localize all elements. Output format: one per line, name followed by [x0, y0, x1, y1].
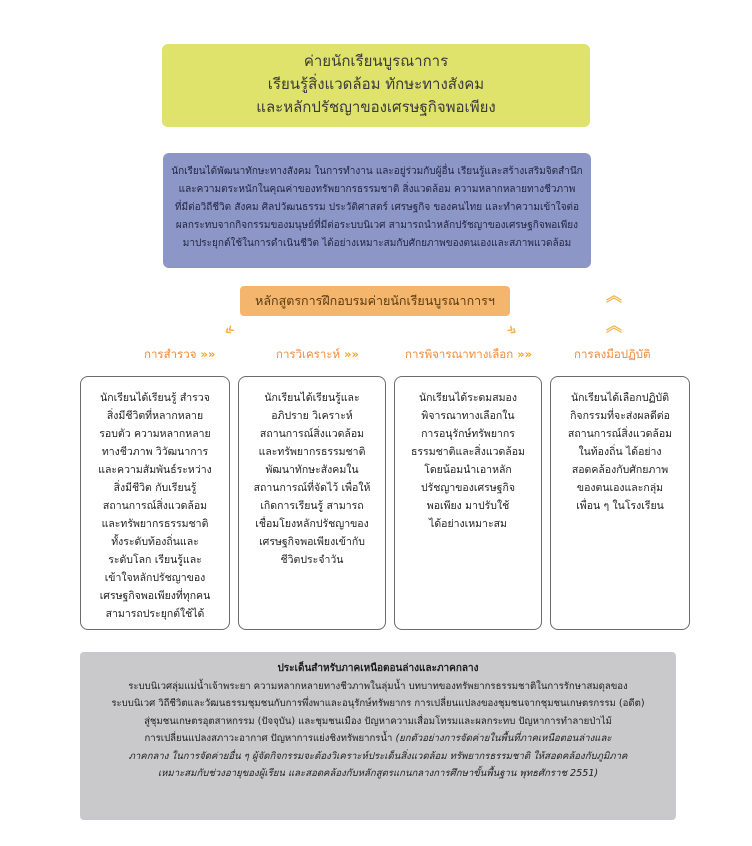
chevron-left-icon: «	[219, 318, 239, 341]
objective-line: ผลกระทบจากกิจกรรมของมนุษย์ที่มีต่อระบบนิเวศ สามารถนำหลักปรัชญาของเศรษฐกิจพอเพียง	[175, 220, 579, 231]
regional-issues-note: (ยกตัวอย่างการจัดค่ายในพื้นที่ภาคเหนือตอนล่างและ	[395, 733, 612, 744]
camp-title-line-3: และหลักปรัชญาของเศรษฐกิจพอเพียง	[256, 98, 496, 116]
chevron-right-icon: »»	[344, 347, 359, 361]
step-box-line: เกิดการเรียนรู้ สามารถ	[260, 500, 364, 512]
step-label-action	[574, 346, 651, 364]
step-box-line: นักเรียนได้เรียนรู้ สำรวจ	[100, 392, 210, 404]
regional-issues-note: ภาคกลาง ในการจัดค่ายอื่น ๆ ผู้จัดกิจกรรมจะต้องวิเคราะห์ประเด็นสิ่งแวดล้อม ทรัพยากรธรรมชาติ ให้สอดคล้องกับภูมิภาค	[128, 750, 628, 762]
step-label-text: การสำรวจ	[144, 347, 197, 361]
step-label-text: การลงมือปฏิบัติ	[574, 347, 651, 361]
step-box-alternatives	[394, 376, 542, 630]
step-box-line: และความสัมพันธ์ระหว่าง	[98, 464, 212, 476]
step-box-line: สิ่งมีชีวิตที่หลากหลาย	[106, 410, 204, 422]
regional-issues-line	[80, 730, 676, 748]
regional-issues-note: เหมาะสมกับช่วงอายุของผู้เรียน และสอดคล้องกับหลักสูตรแกนกลางการศึกษาขั้นพื้นฐาน พุทธศักราช 2551)	[157, 768, 599, 779]
step-box-line: สถานการณ์สิ่งแวดล้อม	[567, 428, 673, 440]
step-box-line: และทรัพยากรธรรมชาติ	[258, 446, 366, 458]
step-box-line: เศรษฐกิจพอเพียงที่ทุกคน	[99, 590, 211, 602]
step-box-line: สถานการณ์สิ่งแวดล้อม	[102, 500, 208, 512]
step-box-line: สามารถประยุกต์ใช้ได้	[105, 608, 205, 620]
regional-issues-box	[80, 652, 676, 820]
step-box-line: เข้าใจหลักปรัชญาของ	[104, 572, 206, 584]
step-box-line: พิจารณาทางเลือกใน	[421, 410, 515, 422]
chevron-up-icon: ︽	[606, 286, 623, 305]
step-box-line: เศรษฐกิจพอเพียงเข้ากับ	[259, 536, 365, 548]
step-box-line: ปรัชญาของเศรษฐกิจ	[420, 482, 515, 494]
objective-line: มาประยุกต์ใช้ในการดำเนินชีวิต ได้อย่างเหมาะสมกับศักยภาพของตนเองและสภาพแวดล้อม	[182, 238, 572, 249]
step-box-line: นักเรียนได้เลือกปฏิบัติ	[570, 392, 670, 404]
step-label-alternatives	[405, 346, 532, 364]
step-box-line: สอดคล้องกับศักยภาพ	[571, 464, 669, 476]
step-box-line: พัฒนาทักษะสังคมใน	[265, 464, 359, 476]
step-box-line: โดยน้อมนำเอาหลัก	[424, 464, 512, 476]
step-label-text: การวิเคราะห์	[276, 347, 341, 361]
step-label-text: การพิจารณาทางเลือก	[405, 347, 514, 361]
chevron-right-icon: »»	[200, 347, 216, 361]
objective-box	[163, 153, 591, 268]
step-box-line: ในท้องถิ่น ได้อย่าง	[578, 446, 662, 458]
regional-issues-line: ระบบนิเวศ วิถีชีวิตและวัฒนธรรมชุมชนกับการพึ่งพาและอนุรักษ์ทรัพยากร การเปลี่ยนแปลงของชุมชนจากชุมชนเกษตรกรรม (อดีต)	[111, 698, 645, 709]
objective-line: และความตระหนักในคุณค่าของทรัพยากรธรรมชาติ สิ่งแวดล้อม ความหลากหลายทางชีวภาพ	[178, 184, 576, 195]
step-box-line: การอนุรักษ์ทรัพยากร	[421, 428, 515, 440]
chevron-right-icon: »	[502, 318, 523, 341]
objective-line: ที่มีต่อวิถีชีวิต สังคม ศิลปวัฒนธรรม ประวัติศาสตร์ เศรษฐกิจ ของคนไทย และทำความเข้าใจต่อ	[174, 202, 580, 213]
step-box-line: พอเพียง มาปรับใช้	[426, 500, 510, 512]
step-label-survey	[144, 346, 215, 364]
chevron-up-icon: ︽	[606, 316, 623, 335]
step-box-analysis	[238, 376, 386, 630]
camp-title-box	[162, 44, 590, 127]
camp-title-line-2: เรียนรู้สิ่งแวดล้อม ทักษะทางสังคม	[267, 75, 485, 93]
objective-line: นักเรียนได้พัฒนาทักษะทางสังคม ในการทำงาน และอยู่ร่วมกับผู้อื่น เรียนรู้และสร้างเสริมจิตสำนึก	[171, 166, 583, 177]
step-box-line: นักเรียนได้ระดมสมอง	[419, 392, 517, 404]
step-box-line: ได้อย่างเหมาะสม	[429, 518, 507, 530]
step-box-line: ทางชีวภาพ วิวัฒนาการ	[101, 446, 209, 458]
regional-issues-line: ระบบนิเวศลุ่มแม่น้ำเจ้าพระยา ความหลากหลายทางชีวภาพในลุ่มน้ำ บทบาทของทรัพยากรธรรมชาติในการรักษาสมดุลของ	[128, 680, 628, 692]
step-box-line: สิ่งมีชีวิต กับเรียนรู้	[113, 482, 197, 494]
step-box-line: เชื่อมโยงหลักปรัชญาของ	[255, 518, 369, 530]
step-box-line: สถานการณ์ที่จัดไว้ เพื่อให้	[253, 482, 371, 494]
camp-title-line-1: ค่ายนักเรียนบูรณาการ	[303, 52, 449, 70]
step-box-line: ธรรมชาติและสิ่งแวดล้อม	[411, 446, 525, 458]
step-box-line: และทรัพยากรธรรมชาติ	[101, 518, 209, 530]
step-box-action	[550, 376, 690, 630]
step-box-line: นักเรียนได้เรียนรู้และ	[264, 392, 360, 404]
step-box-line: ทั้งระดับท้องถิ่นและ	[111, 536, 199, 548]
course-bar: หลักสูตรการฝึกอบรมค่ายนักเรียนบูรณาการฯ	[240, 286, 510, 316]
step-box-line: กิจกรรมที่จะส่งผลดีต่อ	[570, 410, 670, 422]
step-box-line: ชีวิตประจำวัน	[280, 554, 344, 566]
step-box-line: ของตนเองและกลุ่ม	[576, 482, 664, 494]
regional-issues-line: สู่ชุมชนเกษตรอุตสาหกรรม (ปัจจุบัน) และชุมชนเมือง ปัญหาความเสื่อมโทรมและผลกระทบ ปัญหาการทำลายป่าไม้	[144, 715, 612, 727]
step-box-line: อภิปราย วิเคราะห์	[271, 410, 353, 422]
chevron-right-icon: »»	[517, 347, 533, 361]
step-box-line: รอบตัว ความหลากหลาย	[99, 428, 211, 440]
step-box-survey	[80, 376, 230, 630]
step-box-line: เพื่อน ๆ ในโรงเรียน	[576, 500, 664, 512]
step-label-analysis	[276, 346, 359, 364]
regional-issues-text: การเปลี่ยนแปลงสภาวะอากาศ ปัญหาการแย่งชิงทรัพยากรน้ำ	[144, 733, 396, 744]
step-box-line: ระดับโลก เรียนรู้และ	[108, 554, 202, 566]
step-box-line: สถานการณ์สิ่งแวดล้อม	[259, 428, 365, 440]
regional-issues-title: ประเด็นสำหรับภาคเหนือตอนล่างและภาคกลาง	[277, 663, 479, 674]
